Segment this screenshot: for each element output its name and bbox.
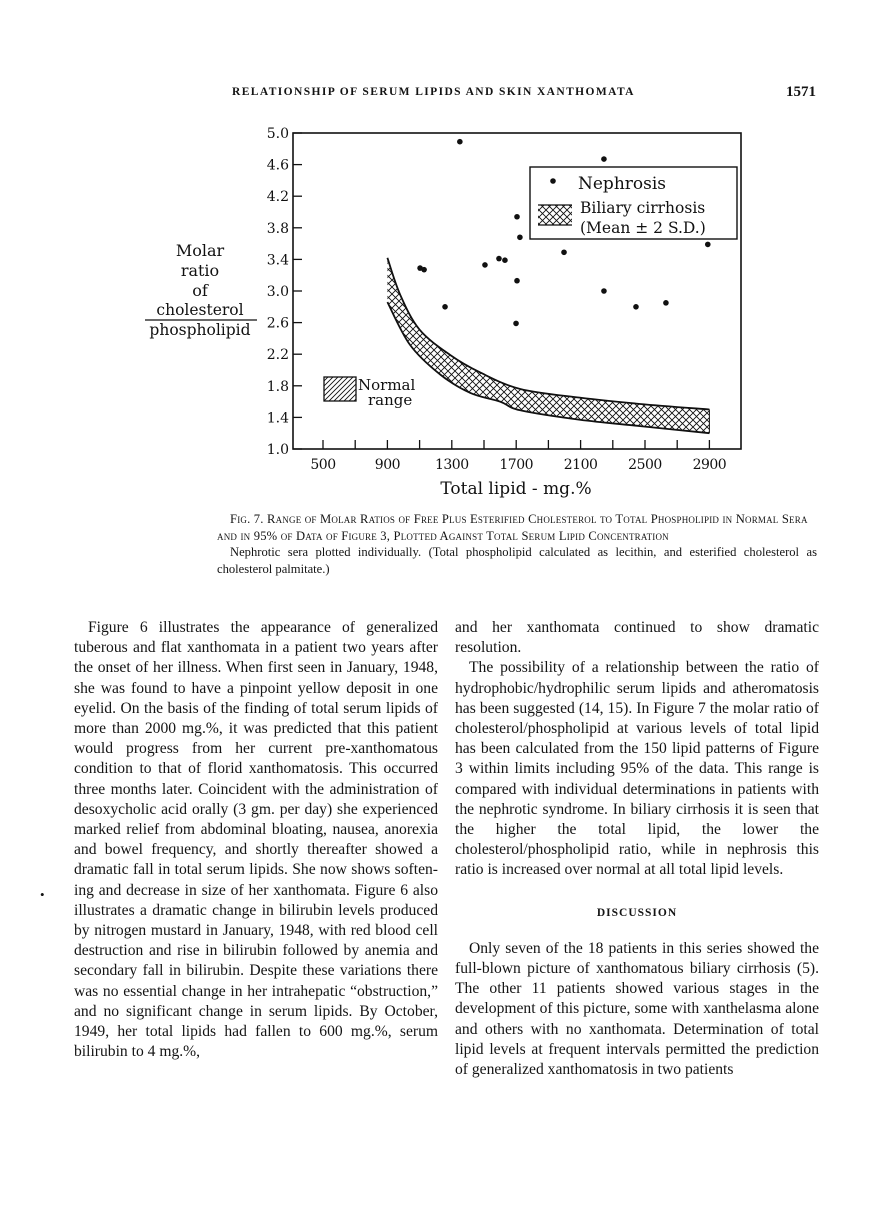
caption-note: Nephrotic sera plotted individually. (Total phospholipid calculated as lecithin, and esterified cholesterol as cholesterol palmitate.) — [217, 545, 817, 576]
nephrosis-point — [561, 249, 567, 255]
nephrosis-point — [663, 300, 669, 306]
figure-7-chart — [0, 0, 880, 505]
y-tick-label: 4.6 — [266, 157, 289, 174]
right-column — [455, 618, 819, 1080]
y-tick-label: 3.8 — [266, 220, 289, 237]
x-tick-label: 900 — [374, 457, 401, 473]
section-heading-discussion: DISCUSSION — [596, 906, 678, 919]
margin-mark: • — [40, 887, 45, 902]
page-number: 1571 — [786, 84, 816, 100]
nephrosis-point — [633, 304, 639, 310]
x-tick-label: 1300 — [434, 457, 469, 473]
y-axis-label-line: of — [192, 281, 208, 300]
y-tick-label: 2.6 — [266, 315, 289, 332]
nephrosis-point — [517, 234, 523, 240]
nephrosis-point — [514, 214, 520, 220]
nephrosis-point — [601, 288, 607, 294]
x-tick-label: 1700 — [499, 457, 534, 473]
y-tick-label: 5.0 — [266, 126, 289, 142]
x-tick-label: 2900 — [692, 457, 727, 473]
legend-biliary-label: Biliary cirrhosis — [580, 199, 706, 217]
legend-biliary-sublabel: (Mean ± 2 S.D.) — [580, 219, 706, 237]
body-paragraph-continuation: and her xanthomata continued to show dramatic resolution. — [455, 619, 819, 657]
x-tick-label: 2100 — [563, 457, 598, 473]
x-tick-label: 2500 — [628, 457, 662, 473]
normal-range-swatch — [324, 377, 356, 401]
caption-title: Fig. 7. Range of Molar Ratios of Free Plus Esterified Cholesterol to Total Phospholipid in Normal Sera and in 95% of Data of Figure 3, Plotted Against Total Serum Lipid Concentration — [217, 512, 808, 543]
discussion-paragraph: Only seven of the 18 patients in this series showed the full-blown picture of xanthomatous biliary cirrhosis (5). The other 11 patients showed various stages in the development of this picture, some with xanthelasma alone and others with no xanthomata. Determination of total lipid levels at frequent intervals permitted the prediction of generalized xanthomatosis in two patients — [455, 939, 819, 1079]
x-axis-label: Total lipid - mg.% — [440, 479, 592, 499]
x-tick-label: 500 — [310, 457, 336, 473]
nephrosis-point — [442, 304, 448, 310]
nephrosis-point — [457, 139, 463, 145]
nephrosis-point — [513, 321, 519, 327]
y-tick-label: 2.2 — [266, 347, 289, 364]
legend-nephrosis-label: Nephrosis — [578, 174, 667, 194]
y-axis-label-line: Molar — [175, 241, 225, 260]
nephrosis-point — [421, 267, 427, 273]
y-tick-label: 1.4 — [266, 410, 289, 427]
body-paragraph: The possibility of a relationship between the ratio of hydrophobic/hydrophilic serum lipids and atheromatosis has been suggested (14, 15). In Figure 7 the molar ratio of cholesterol/phospholipid at various levels of total lipid has been calculated from the 150 lipid patterns of Figure 3 within limits including 95% of the data. This range is compared with individual determinations in patients with the nephrotic syndrome. In biliary cirrhosis it is seen that the higher the total lipid, the lower the cholesterol/phospholipid ratio, while in nephrosis this ratio is increased over normal at all total lipid levels. — [455, 659, 819, 879]
band-upper-boundary — [387, 258, 709, 410]
y-axis-label-denominator: phospholipid — [149, 321, 251, 339]
nephrosis-point — [601, 156, 607, 162]
y-tick-label: 1.8 — [266, 378, 289, 395]
body-paragraph: Figure 6 illustrates the appearance of generalized tuberous and flat xanthomata in a patient two years after the onset of her illness. When first seen in January, 1948, she was found to have a pinpoint yellow deposit in one eyelid. On the basis of the finding of total serum lipids of more than 2000 mg.%, it was predicted that this patient would progress from her current pre-xanthomatous condition to that of florid xanthomatosis. This occurred three months later. Coincident with the administration of desoxycholic acid orally (3 gm. per day) she experienced marked relief from abdominal bloating, nausea, anorexia and bowel frequency, and shortly thereafter showed a dramatic fall in total serum lipids. She now shows softening and decrease in size of her xanthomata. Figure 6 also illustrates a dramatic change in bilirubin levels produced by nitrogen mustard in January, 1948, with red blood cell destruction and rise in bilirubin followed by anemia and secondary fall in bilirubin. Despite these variations there was no essential change in her intrahepatic “obstruction,” and no significant change in serum lipids. By October, 1949, her total lipids had fallen to 600 mg.%, serum bilirubin to 4 mg.%, — [74, 619, 438, 1061]
normal-range-label: range — [368, 391, 413, 409]
y-axis-label-numerator: cholesterol — [156, 301, 244, 319]
figure-caption — [217, 511, 817, 577]
y-tick-label: 3.0 — [266, 284, 289, 300]
y-tick-label: 4.2 — [266, 189, 289, 206]
nephrosis-point — [514, 278, 520, 284]
y-tick-label: 3.4 — [266, 252, 289, 269]
nephrosis-point — [705, 242, 711, 248]
normal-range-label: Normal — [358, 376, 416, 394]
running-head: RELATIONSHIP OF SERUM LIPIDS AND SKIN XANTHOMATA — [232, 86, 635, 98]
nephrosis-point — [502, 257, 508, 263]
legend-nephrosis-marker — [550, 178, 556, 184]
nephrosis-point — [496, 256, 502, 262]
y-tick-label: 1.0 — [266, 442, 289, 458]
left-column — [74, 618, 438, 1062]
nephrosis-point — [482, 262, 488, 268]
y-axis-label-line: ratio — [180, 261, 220, 280]
legend-biliary-swatch — [538, 205, 572, 225]
